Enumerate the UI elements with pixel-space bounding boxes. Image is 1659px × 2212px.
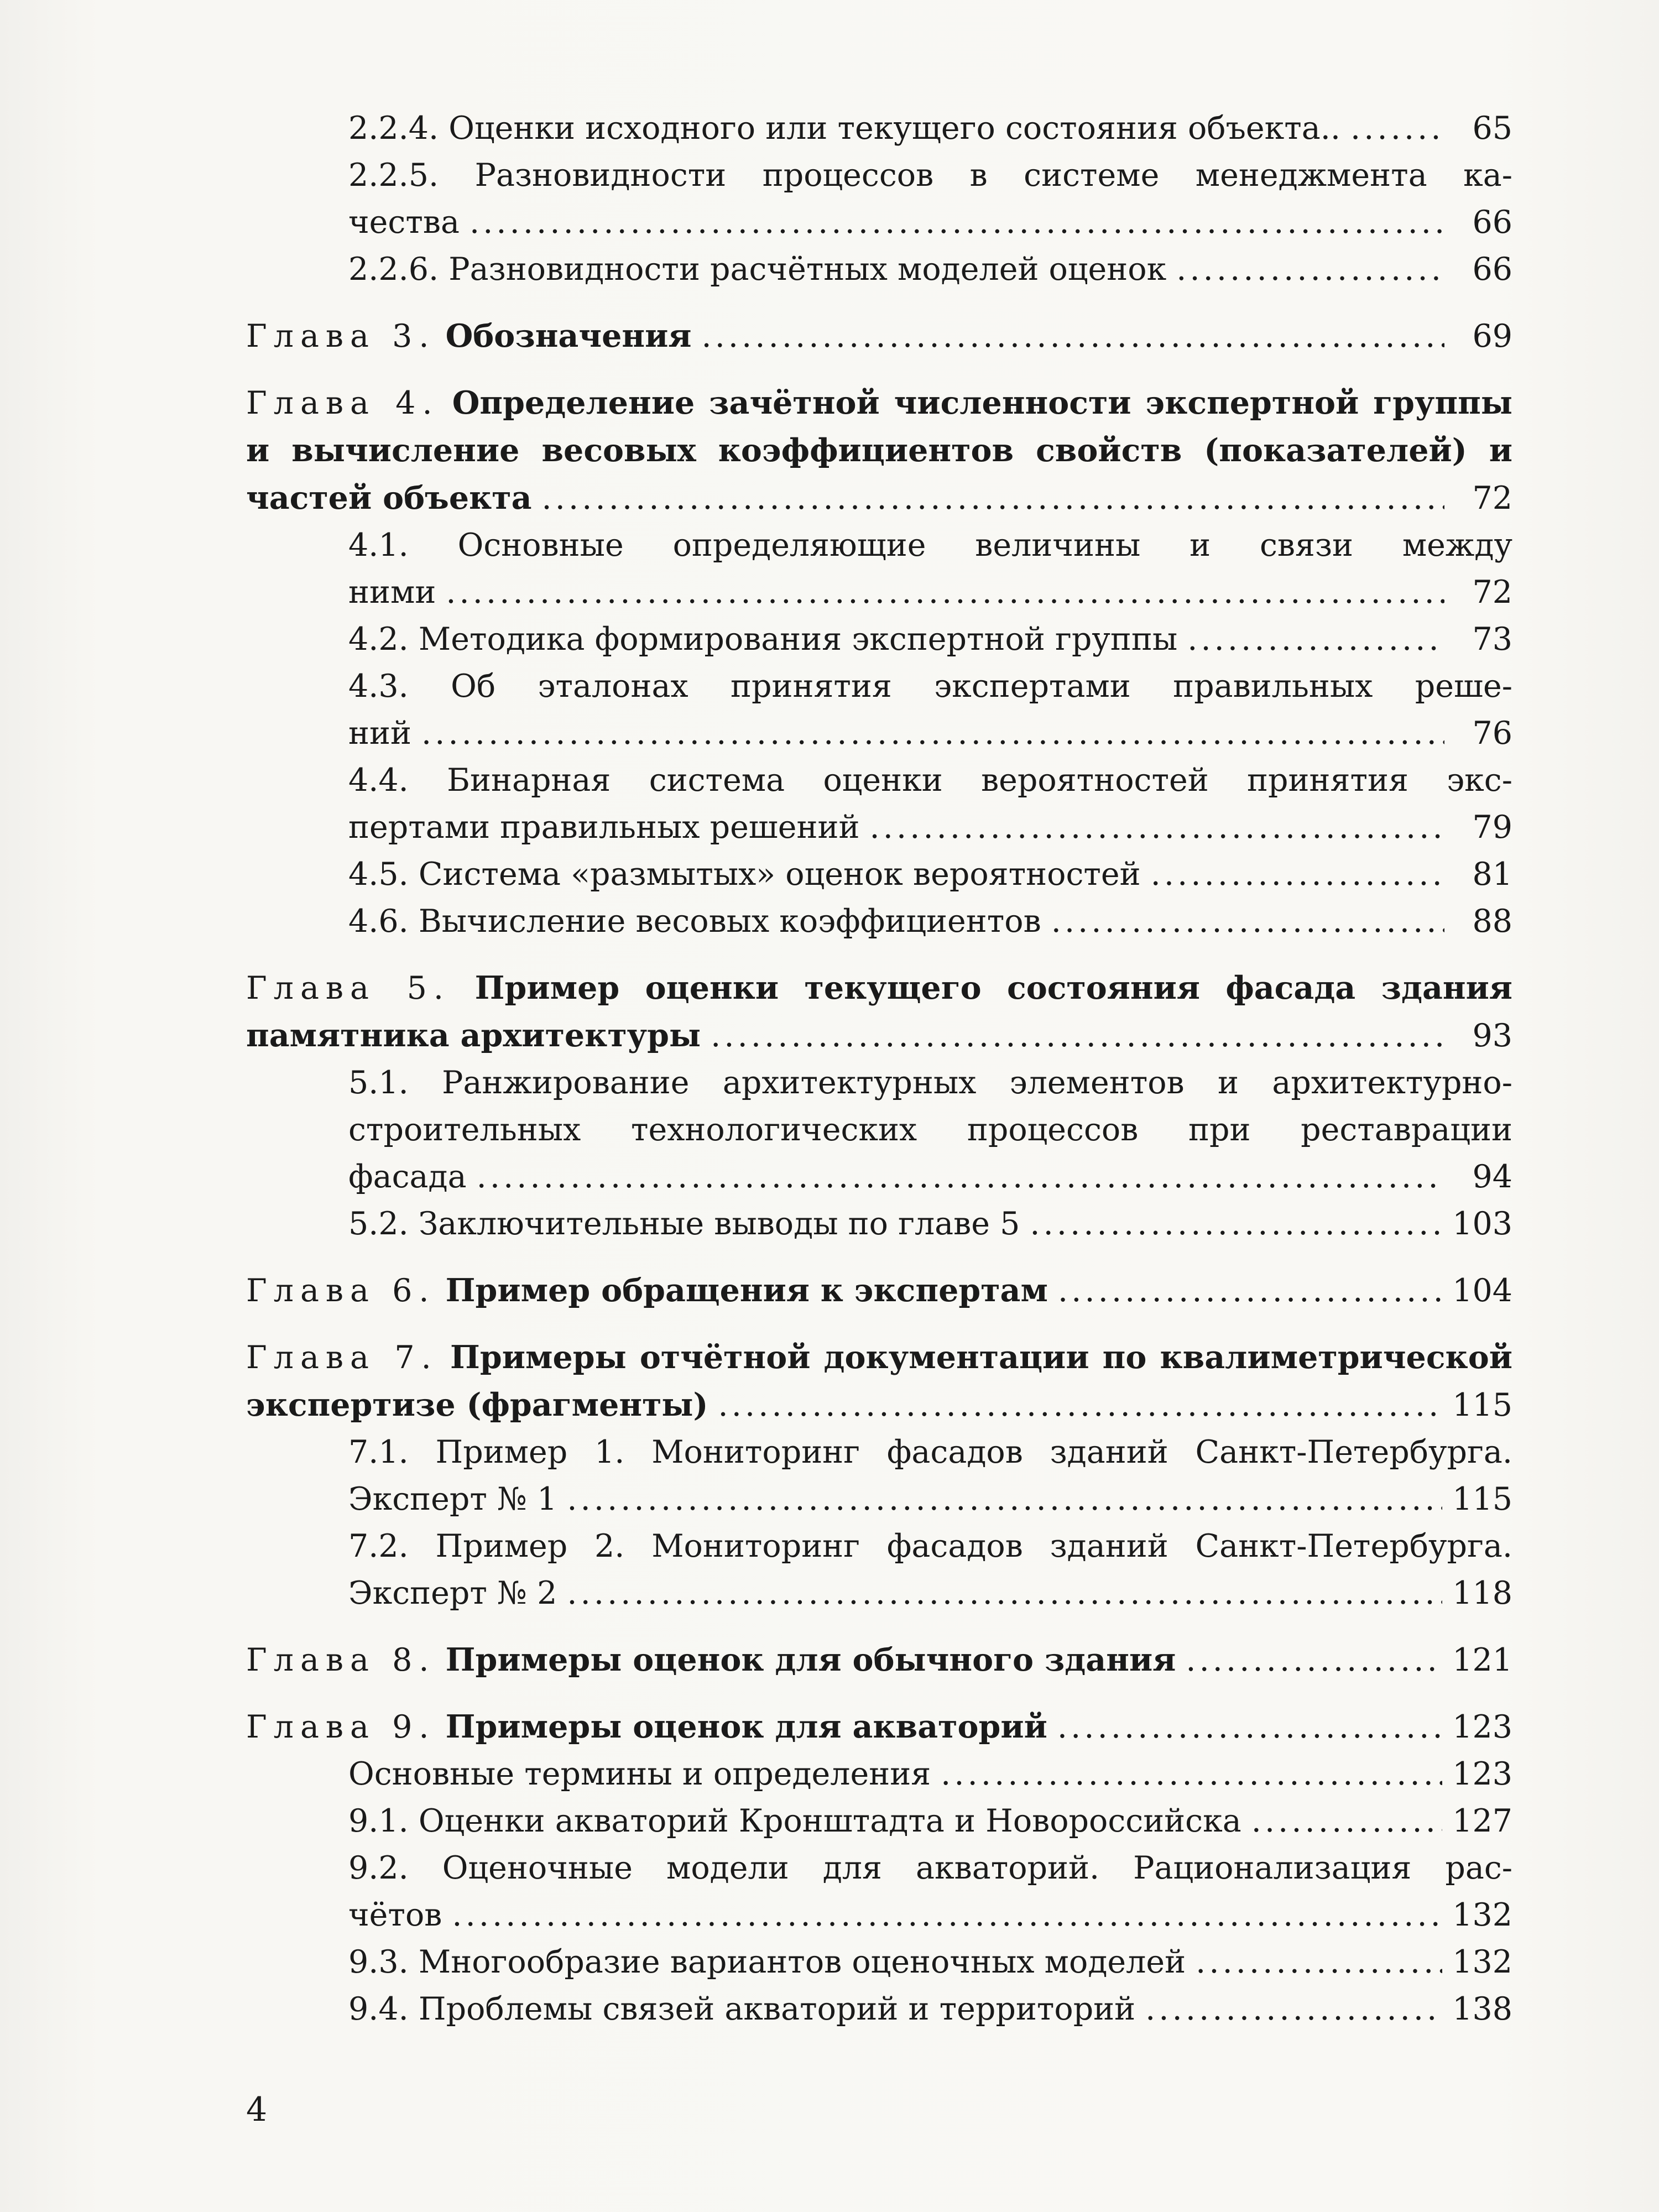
toc-page-number: 88 — [1472, 903, 1512, 940]
toc-entry-text: 2.2.6. Разновидности расчётных моделей оценок — [348, 251, 1167, 288]
leader-dots — [421, 710, 1444, 757]
toc-entry-text: 9.3. Многообразие вариантов оценочных моделей — [348, 1944, 1186, 1980]
leader-dots — [1057, 1704, 1442, 1751]
toc-section-entry — [246, 105, 1512, 152]
toc-section-entry — [246, 246, 1512, 293]
toc-entry-text: 4.2. Методика формирования экспертной группы — [348, 621, 1178, 658]
toc-section-entry — [246, 851, 1512, 898]
toc-entry-text: чества — [348, 204, 460, 241]
leader-dots — [567, 1476, 1442, 1523]
toc-page-number: 115 — [1452, 1387, 1512, 1423]
leader-dots — [1196, 1939, 1442, 1986]
toc-entry-text: памятника архитектуры — [246, 1017, 701, 1054]
toc-entry-text: 9.1. Оценки акваторий Кронштадта и Новороссийска — [348, 1803, 1241, 1839]
leader-dots — [477, 1154, 1444, 1201]
toc-entry-text: Примеры отчётной документации по квалиметрической — [450, 1339, 1512, 1376]
leader-dots — [452, 1892, 1442, 1939]
leader-dots — [446, 569, 1444, 616]
toc-entry-text: 9.4. Проблемы связей акваторий и территорий — [348, 1991, 1136, 2027]
leader-dots — [701, 313, 1444, 360]
toc-entry-text: Основные термины и определения — [348, 1756, 931, 1792]
toc-section-entry — [246, 1060, 1512, 1201]
toc-page-number: 72 — [1472, 480, 1512, 517]
toc-page-number: 121 — [1452, 1642, 1512, 1678]
leader-dots — [1058, 1267, 1442, 1314]
toc-page-number: 66 — [1472, 251, 1512, 288]
toc-entry-text: и вычисление весовых коэффициентов свойств (показателей) и — [246, 432, 1512, 469]
toc-section-entry — [246, 1798, 1512, 1845]
toc-chapter-entry — [246, 1334, 1512, 1429]
toc-entry-text: 5.1. Ранжирование архитектурных элементов и архитектурно- — [348, 1065, 1512, 1101]
leader-dots — [1350, 105, 1444, 152]
toc-page-number: 81 — [1472, 856, 1512, 893]
toc-page-number: 93 — [1472, 1018, 1512, 1054]
toc-section-entry — [246, 1986, 1512, 2033]
toc-entry-text: Эксперт № 1 — [348, 1481, 557, 1517]
toc-entry-text: 9.2. Оценочные модели для акваторий. Рационализация рас- — [348, 1850, 1512, 1886]
toc-chapter-entry — [246, 964, 1512, 1060]
toc-entry-text: 5.2. Заключительные выводы по главе 5 — [348, 1206, 1020, 1242]
leader-dots — [718, 1382, 1443, 1429]
leader-dots — [1187, 616, 1444, 663]
chapter-label: Глава 5. — [246, 970, 451, 1006]
chapter-label: Глава 8. — [246, 1642, 436, 1678]
toc-entry-text: строительных технологических процессов при реставрации — [348, 1112, 1512, 1148]
leader-dots — [1186, 1637, 1442, 1684]
toc-page-number: 79 — [1472, 809, 1512, 846]
toc-section-entry — [246, 663, 1512, 757]
table-of-contents — [246, 105, 1512, 2033]
toc-entry-text: частей объекта — [246, 479, 532, 517]
leader-dots — [1251, 1798, 1443, 1845]
toc-section-entry — [246, 1939, 1512, 1986]
chapter-label: Глава 9. — [246, 1709, 436, 1745]
leader-dots — [1176, 246, 1444, 293]
toc-page-number: 123 — [1452, 1709, 1512, 1745]
toc-page-number: 69 — [1472, 318, 1512, 354]
toc-section-entry — [246, 1429, 1512, 1523]
leader-dots — [941, 1751, 1442, 1798]
leader-dots — [542, 475, 1444, 522]
toc-entry-text: 4.4. Бинарная система оценки вероятностей принятия экс- — [348, 762, 1512, 799]
toc-entry-text: 2.2.4. Оценки исходного или текущего состояния объекта.. — [348, 110, 1340, 147]
leader-dots — [1151, 851, 1444, 898]
toc-entry-text: 4.5. Система «размытых» оценок вероятностей — [348, 856, 1141, 893]
toc-page-number: 123 — [1452, 1756, 1512, 1792]
toc-page-number: 104 — [1452, 1272, 1512, 1309]
toc-section-entry — [246, 616, 1512, 663]
toc-entry-text: экспертизе (фрагменты) — [246, 1386, 708, 1423]
toc-entry-text: Примеры оценок для акваторий — [445, 1708, 1047, 1745]
chapter-label: Глава 4. — [246, 385, 439, 421]
toc-page-number: 94 — [1472, 1159, 1512, 1195]
toc-section-entry — [246, 898, 1512, 945]
toc-page-number: 103 — [1452, 1206, 1512, 1242]
leader-dots — [469, 199, 1444, 246]
page-number: 4 — [246, 2090, 268, 2129]
toc-section-entry — [246, 522, 1512, 616]
toc-entry-text: Примеры оценок для обычного здания — [445, 1641, 1176, 1678]
toc-entry-text: Пример обращения к экспертам — [445, 1272, 1048, 1309]
toc-entry-text: Обозначения — [445, 317, 692, 354]
toc-page-number: 73 — [1472, 621, 1512, 658]
chapter-label: Глава 7. — [246, 1339, 438, 1376]
toc-entry-text: пертами правильных решений — [348, 809, 860, 846]
toc-chapter-entry — [246, 1636, 1512, 1684]
toc-entry-text: Эксперт № 2 — [348, 1575, 557, 1611]
toc-page-number: 118 — [1452, 1575, 1512, 1611]
toc-chapter-entry — [246, 379, 1512, 522]
toc-entry-text: фасада — [348, 1159, 467, 1195]
toc-entry-text: 2.2.5. Разновидности процессов в системе менеджмента ка- — [348, 157, 1512, 194]
toc-page-number: 66 — [1472, 204, 1512, 241]
leader-dots — [567, 1570, 1442, 1617]
toc-section-entry — [246, 1201, 1512, 1248]
toc-entry-text: чётов — [348, 1897, 442, 1933]
toc-section-entry — [246, 1523, 1512, 1617]
leader-dots — [1030, 1201, 1442, 1248]
leader-dots — [1145, 1986, 1442, 2033]
toc-page-number: 65 — [1472, 110, 1512, 147]
chapter-label: Глава 6. — [246, 1272, 436, 1309]
toc-entry-text: 4.1. Основные определяющие величины и связи между — [348, 527, 1512, 564]
toc-entry-text: Пример оценки текущего состояния фасада здания — [474, 969, 1513, 1006]
toc-chapter-entry — [246, 1267, 1512, 1314]
toc-page-number: 72 — [1472, 574, 1512, 611]
leader-dots — [870, 804, 1445, 851]
toc-page-number: 76 — [1472, 715, 1512, 752]
toc-section-entry — [246, 1751, 1512, 1798]
toc-page-number: 132 — [1452, 1897, 1512, 1933]
toc-page-number: 132 — [1452, 1944, 1512, 1980]
toc-chapter-entry — [246, 312, 1512, 360]
toc-section-entry — [246, 1845, 1512, 1939]
chapter-label: Глава 3. — [246, 318, 436, 354]
toc-page-number: 115 — [1452, 1481, 1512, 1517]
toc-entry-text: 4.3. Об эталонах принятия экспертами правильных реше- — [348, 668, 1512, 705]
toc-entry-text: 4.6. Вычисление весовых коэффициентов — [348, 903, 1041, 940]
leader-dots — [1051, 898, 1444, 945]
toc-section-entry — [246, 152, 1512, 246]
toc-section-entry — [246, 757, 1512, 851]
toc-entry-text: 7.2. Пример 2. Мониторинг фасадов зданий Санкт-Петербурга. — [348, 1528, 1512, 1564]
toc-entry-text: ний — [348, 715, 411, 752]
leader-dots — [711, 1013, 1444, 1060]
toc-page-number: 138 — [1452, 1991, 1512, 2027]
toc-entry-text: ними — [348, 574, 436, 611]
toc-page-number: 127 — [1452, 1803, 1512, 1839]
toc-chapter-entry — [246, 1703, 1512, 1751]
toc-entry-text: 7.1. Пример 1. Мониторинг фасадов зданий Санкт-Петербурга. — [348, 1434, 1512, 1470]
toc-entry-text: Определение зачётной численности экспертной группы — [452, 384, 1513, 421]
